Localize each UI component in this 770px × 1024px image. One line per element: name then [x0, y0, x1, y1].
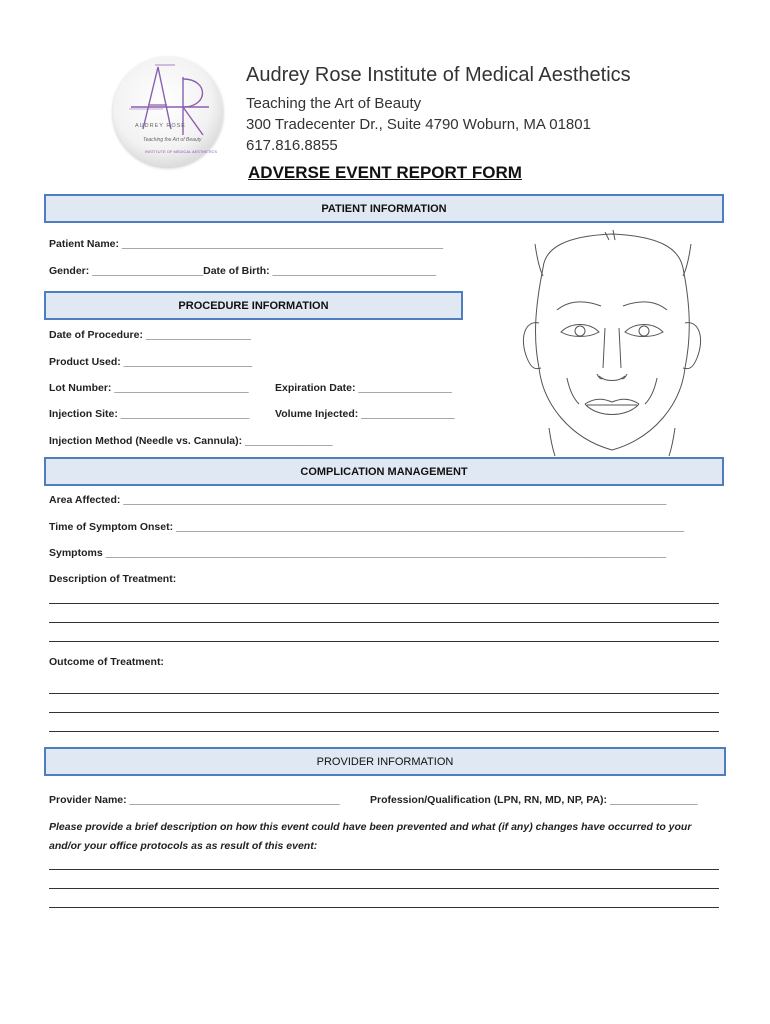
- expiration-date-field[interactable]: Expiration Date: ________________: [275, 382, 452, 394]
- patient-information-banner: [44, 194, 724, 223]
- treatment-description-line[interactable]: [49, 641, 719, 642]
- treatment-outcome-line[interactable]: [49, 731, 719, 732]
- outcome-of-treatment-label: Outcome of Treatment:: [49, 656, 164, 668]
- injection-method-field[interactable]: Injection Method (Needle vs. Cannula): _______________: [49, 435, 333, 447]
- institute-address: 300 Tradecenter Dr., Suite 4790 Woburn, MA 01801: [246, 116, 591, 133]
- date-of-procedure-field[interactable]: Date of Procedure: __________________: [49, 329, 251, 341]
- lot-number-field[interactable]: Lot Number: _______________________: [49, 382, 249, 394]
- area-affected-field[interactable]: Area Affected: _____________________________________________________________________________________________: [49, 494, 667, 506]
- provider-name-field[interactable]: Provider Name: ____________________________________: [49, 794, 340, 806]
- profession-field[interactable]: Profession/Qualification (LPN, RN, MD, NP, PA): _______________: [370, 794, 698, 806]
- treatment-description-line[interactable]: [49, 622, 719, 623]
- logo-ring-text: INSTITUTE OF MEDICAL AESTHETICS: [145, 149, 218, 154]
- product-used-field[interactable]: Product Used: ______________________: [49, 356, 253, 368]
- form-title: ADVERSE EVENT REPORT FORM: [248, 163, 522, 182]
- description-of-treatment-label: Description of Treatment:: [49, 573, 177, 585]
- prevention-answer-line[interactable]: [49, 888, 719, 889]
- treatment-outcome-line[interactable]: [49, 712, 719, 713]
- institute-logo: [113, 57, 223, 167]
- logo-tagline: Teaching the Art of Beauty: [143, 137, 202, 143]
- institute-tagline: Teaching the Art of Beauty: [246, 95, 422, 112]
- provider-information-title: PROVIDER INFORMATION: [316, 755, 454, 768]
- provider-information-banner: [44, 747, 726, 776]
- complication-management-title: COMPLICATION MANAGEMENT: [300, 465, 468, 478]
- symptoms-field[interactable]: Symptoms ________________________________________________________________________________________________: [49, 547, 667, 559]
- symptom-onset-field[interactable]: Time of Symptom Onset: _______________________________________________________________________________________: [49, 521, 685, 533]
- treatment-outcome-line[interactable]: [49, 693, 719, 694]
- prevention-answer-line[interactable]: [49, 907, 719, 908]
- complication-management-banner: [44, 457, 724, 486]
- face-diagram-icon[interactable]: [505, 228, 720, 458]
- treatment-description-line[interactable]: [49, 603, 719, 604]
- prevention-answer-line[interactable]: [49, 869, 719, 870]
- prevention-note-line1: Please provide a brief description on how this event could have been prevented and what (if any) changes have occurred to your: [49, 821, 692, 833]
- institute-phone: 617.816.8855: [246, 137, 338, 154]
- prevention-note-line2: and/or your office protocols as as result of this event:: [49, 840, 318, 852]
- gender-dob-field[interactable]: Gender: ___________________Date of Birth: ____________________________: [49, 265, 437, 277]
- volume-injected-field[interactable]: Volume Injected: ________________: [275, 408, 455, 420]
- procedure-information-banner: [44, 291, 463, 320]
- institute-name: Audrey Rose Institute of Medical Aesthetics: [246, 64, 631, 86]
- injection-site-field[interactable]: Injection Site: ______________________: [49, 408, 250, 420]
- patient-name-field[interactable]: Patient Name: _______________________________________________________: [49, 238, 444, 250]
- patient-information-title: PATIENT INFORMATION: [321, 202, 447, 215]
- logo-name: AUDREY ROSE: [135, 123, 186, 129]
- procedure-information-title: PROCEDURE INFORMATION: [178, 299, 329, 312]
